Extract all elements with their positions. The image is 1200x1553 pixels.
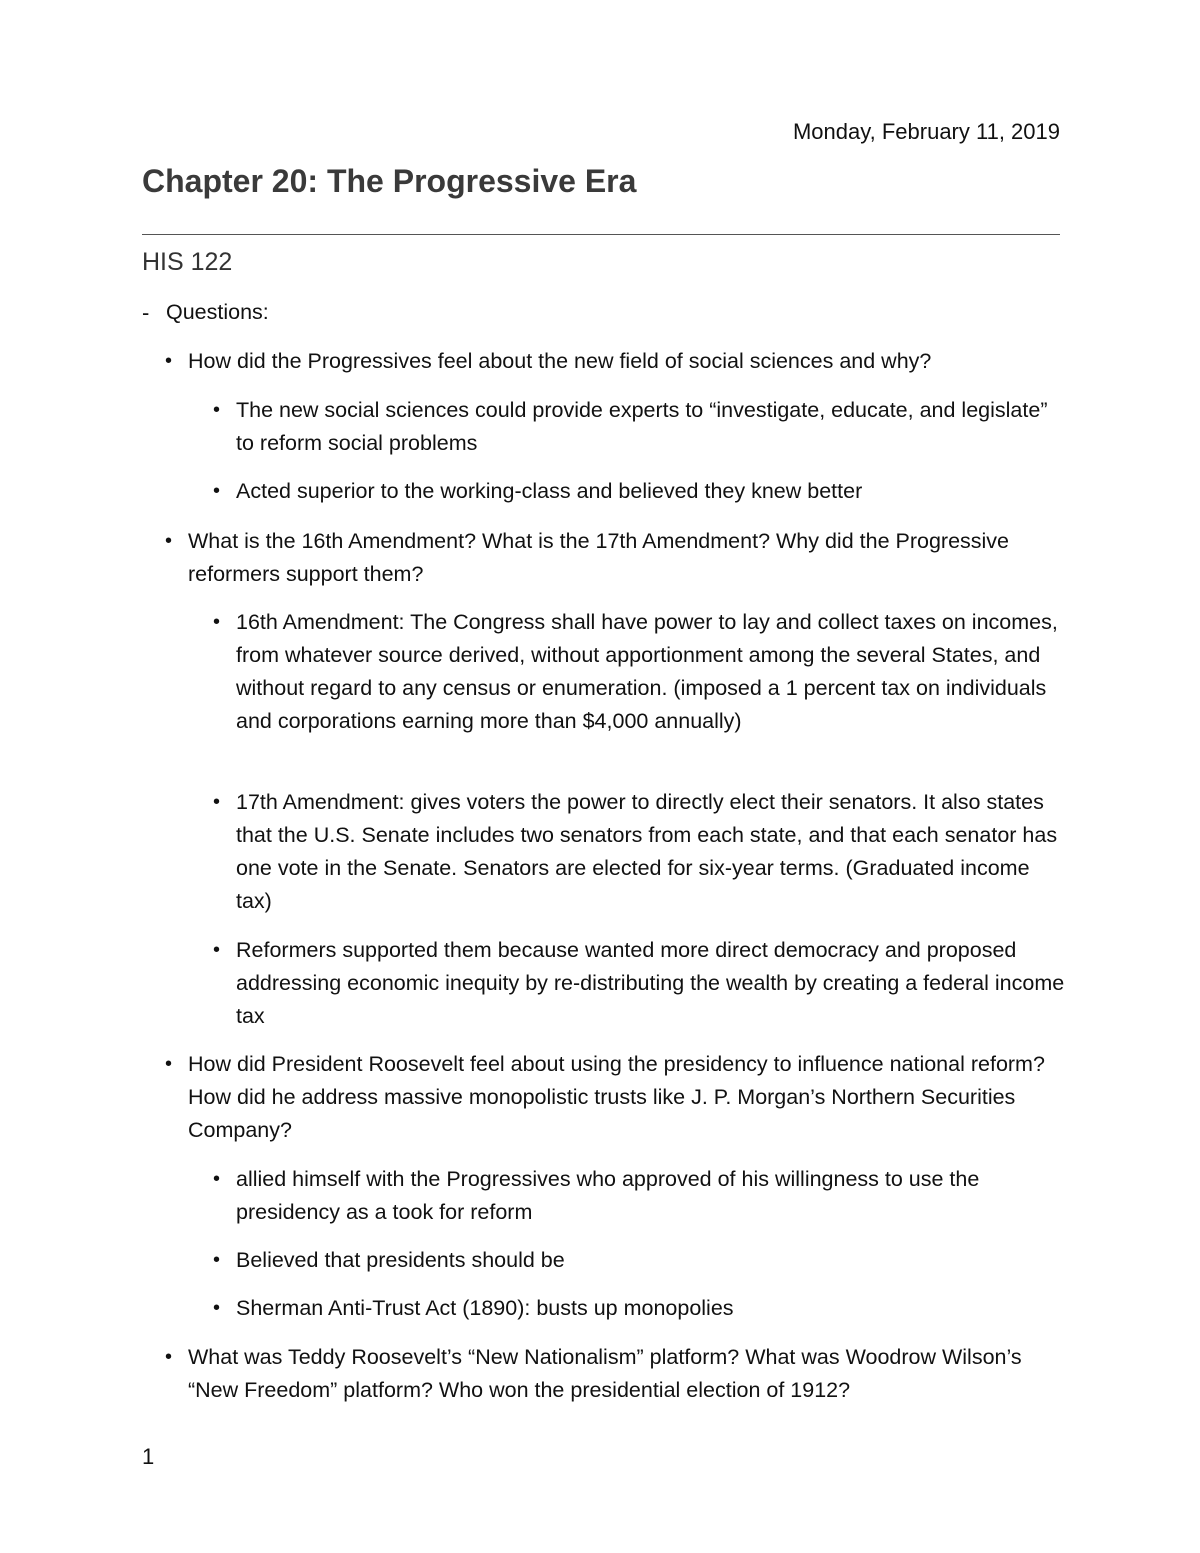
question-1-answer-1: The new social sciences could provide experts to “investigate, educate, and legislate” to reform social problems [236,398,1048,455]
question-2-answer-1: 16th Amendment: The Congress shall have power to lay and collect taxes on incomes, from whatever source derived, without apportionment among the several States, and without regard to any census or enumeration. (imposed a 1 percent tax on individuals and corporations earning more than $4,000 annually) [236,610,1058,733]
question-3-answer-2: Believed that presidents should be [236,1248,565,1272]
bullet-icon: • [165,1053,173,1075]
bullet-icon: • [165,1346,173,1368]
page-title: Chapter 20: The Progressive Era [142,163,637,199]
question-1: How did the Progressives feel about the new field of social sciences and why? [188,349,932,373]
bullet-icon: • [165,350,173,372]
question-4: What was Teddy Roosevelt’s “New Nationalism” platform? What was Woodrow Wilson’s “New Freedom” platform? Who won the presidential election of 1912? [188,1345,1022,1402]
page-number: 1 [142,1444,155,1469]
bullet-icon: • [165,530,173,552]
document-date: Monday, February 11, 2019 [792,119,1060,144]
bullet-icon: • [213,1168,221,1190]
course-code: HIS 122 [142,248,233,276]
question-3: How did President Roosevelt feel about using the presidency to influence national reform? How did he address massive monopolistic trusts like J. P. Morgan’s Northern Securities Company? [188,1052,1045,1142]
bullet-icon: • [213,1249,221,1271]
question-1-answer-2: Acted superior to the working-class and believed they knew better [236,479,863,503]
bullet-icon: • [213,611,221,633]
question-3-answer-3: Sherman Anti-Trust Act (1890): busts up monopolies [236,1296,734,1320]
questions-label: Questions: [166,300,269,324]
bullet-icon: • [213,399,221,421]
question-3-answer-1: allied himself with the Progressives who approved of his willingness to use the presidency as a took for reform [236,1167,980,1224]
bullet-icon: • [213,1297,221,1319]
bullet-icon: • [213,791,221,813]
question-2-answer-2: 17th Amendment: gives voters the power to directly elect their senators. It also states that the U.S. Senate includes two senators from each state, and that each senator has one vote in the Senate. Senators are elected for six-year terms. (Graduated income tax) [236,790,1058,913]
title-divider [142,234,1060,235]
question-2-answer-3: Reformers supported them because wanted more direct democracy and proposed addressing economic inequity by re-distributing the wealth by creating a federal income tax [236,938,1065,1028]
question-2: What is the 16th Amendment? What is the 17th Amendment? Why did the Progressive reformers support them? [188,529,1010,586]
bullet-icon: • [213,480,221,502]
bullet-icon: • [213,939,221,961]
dash-marker: - [142,300,150,325]
